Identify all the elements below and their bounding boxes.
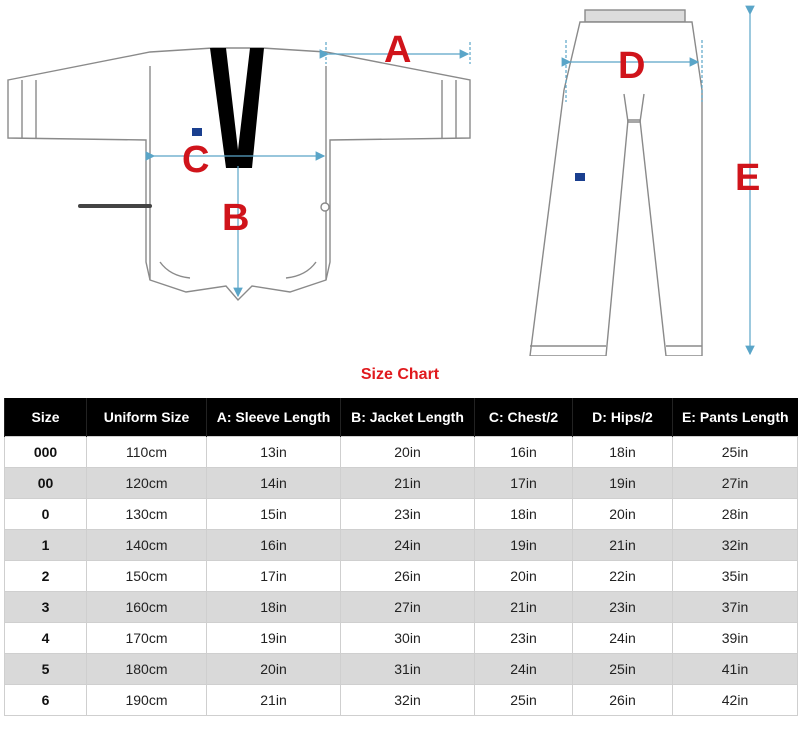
cell-uniform-size: 190cm: [87, 685, 207, 716]
header-hips: D: Hips/2: [573, 398, 673, 437]
cell-size: 0: [5, 499, 87, 530]
table-row: [5, 592, 798, 623]
cell-chest: 17in: [475, 468, 573, 499]
table-row: [5, 561, 798, 592]
cell-hips: 23in: [573, 592, 673, 623]
cell-jacket-length: 20in: [341, 437, 475, 468]
cell-uniform-size: 150cm: [87, 561, 207, 592]
cell-chest: 21in: [475, 592, 573, 623]
cell-uniform-size: 110cm: [87, 437, 207, 468]
cell-size: 000: [5, 437, 87, 468]
header-uniform-size: Uniform Size: [87, 398, 207, 437]
cell-pants-length: 35in: [673, 561, 798, 592]
cell-chest: 20in: [475, 561, 573, 592]
cell-sleeve-length: 20in: [207, 654, 341, 685]
label-d: D: [618, 45, 646, 87]
header-chest: C: Chest/2: [475, 398, 573, 437]
cell-hips: 22in: [573, 561, 673, 592]
jacket-drawing: [8, 48, 470, 300]
cell-jacket-length: 23in: [341, 499, 475, 530]
cell-uniform-size: 130cm: [87, 499, 207, 530]
cell-pants-length: 37in: [673, 592, 798, 623]
header-size: Size: [5, 398, 87, 437]
cell-uniform-size: 180cm: [87, 654, 207, 685]
cell-pants-length: 42in: [673, 685, 798, 716]
size-chart-section: [0, 356, 800, 729]
cell-chest: 25in: [475, 685, 573, 716]
cell-jacket-length: 32in: [341, 685, 475, 716]
cell-size: 3: [5, 592, 87, 623]
cell-jacket-length: 21in: [341, 468, 475, 499]
cell-hips: 25in: [573, 654, 673, 685]
jacket-logo-icon: [192, 128, 202, 136]
cell-size: 5: [5, 654, 87, 685]
cell-sleeve-length: 21in: [207, 685, 341, 716]
cell-chest: 16in: [475, 437, 573, 468]
cell-pants-length: 41in: [673, 654, 798, 685]
table-row: [5, 623, 798, 654]
cell-chest: 19in: [475, 530, 573, 561]
table-row: [5, 437, 798, 468]
cell-sleeve-length: 16in: [207, 530, 341, 561]
cell-hips: 24in: [573, 623, 673, 654]
cell-uniform-size: 120cm: [87, 468, 207, 499]
uniform-measurement-diagram: [0, 0, 800, 360]
cell-sleeve-length: 13in: [207, 437, 341, 468]
table-row: [5, 468, 798, 499]
cell-hips: 21in: [573, 530, 673, 561]
table-header-row: [5, 398, 798, 437]
cell-pants-length: 25in: [673, 437, 798, 468]
cell-pants-length: 28in: [673, 499, 798, 530]
cell-jacket-length: 31in: [341, 654, 475, 685]
header-jacket-length: B: Jacket Length: [341, 398, 475, 437]
cell-chest: 18in: [475, 499, 573, 530]
size-chart-table: [4, 398, 798, 716]
label-b: B: [222, 197, 250, 239]
cell-pants-length: 32in: [673, 530, 798, 561]
cell-uniform-size: 170cm: [87, 623, 207, 654]
label-a: A: [384, 29, 412, 71]
cell-size: 2: [5, 561, 87, 592]
cell-size: 00: [5, 468, 87, 499]
cell-size: 6: [5, 685, 87, 716]
cell-hips: 18in: [573, 437, 673, 468]
cell-size: 1: [5, 530, 87, 561]
header-sleeve-length: A: Sleeve Length: [207, 398, 341, 437]
cell-sleeve-length: 14in: [207, 468, 341, 499]
size-chart-title: Size Chart: [360, 366, 440, 383]
label-c: C: [182, 139, 210, 181]
cell-sleeve-length: 19in: [207, 623, 341, 654]
cell-hips: 19in: [573, 468, 673, 499]
cell-jacket-length: 30in: [341, 623, 475, 654]
cell-sleeve-length: 15in: [207, 499, 341, 530]
cell-uniform-size: 160cm: [87, 592, 207, 623]
cell-chest: 23in: [475, 623, 573, 654]
cell-chest: 24in: [475, 654, 573, 685]
pants-logo-icon: [575, 173, 585, 181]
cell-sleeve-length: 18in: [207, 592, 341, 623]
label-e: E: [735, 157, 761, 199]
table-row: [5, 499, 798, 530]
cell-jacket-length: 26in: [341, 561, 475, 592]
cell-sleeve-length: 17in: [207, 561, 341, 592]
table-row: [5, 685, 798, 716]
cell-uniform-size: 140cm: [87, 530, 207, 561]
header-pants-length: E: Pants Length: [673, 398, 798, 437]
cell-size: 4: [5, 623, 87, 654]
cell-hips: 26in: [573, 685, 673, 716]
cell-jacket-length: 27in: [341, 592, 475, 623]
table-row: [5, 654, 798, 685]
cell-pants-length: 27in: [673, 468, 798, 499]
table-row: [5, 530, 798, 561]
cell-pants-length: 39in: [673, 623, 798, 654]
cell-jacket-length: 24in: [341, 530, 475, 561]
cell-hips: 20in: [573, 499, 673, 530]
